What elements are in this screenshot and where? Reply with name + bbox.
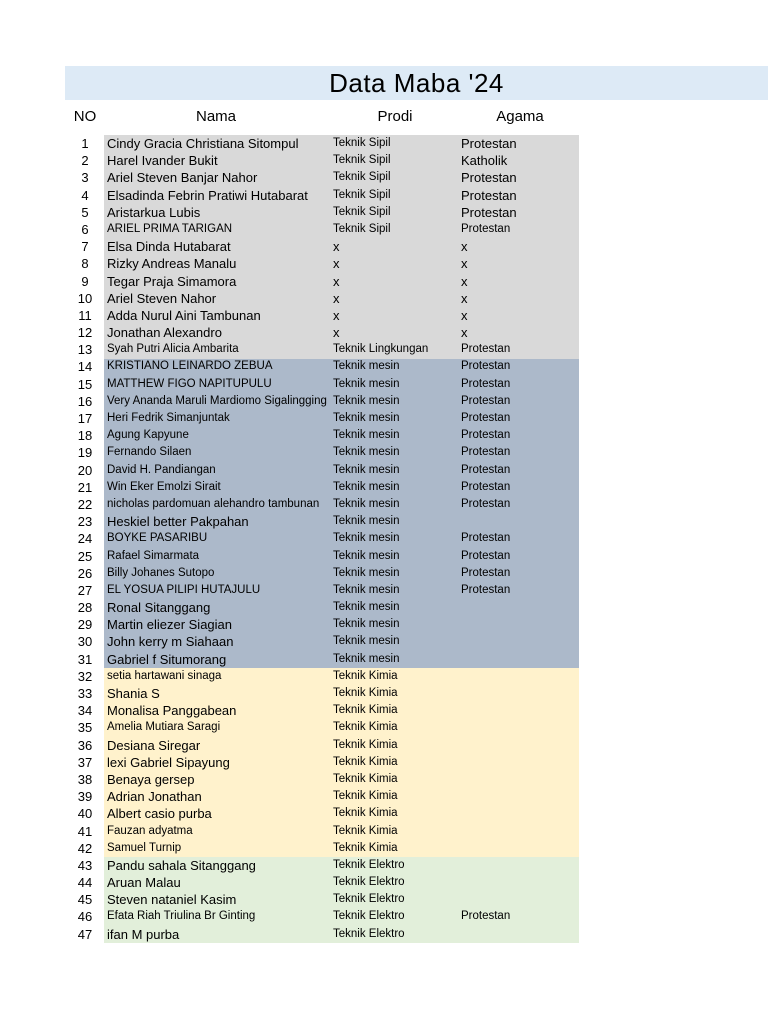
religion: Protestan [461,429,511,442]
row-number: 4 [81,187,89,203]
religion: Protestan [461,480,511,493]
study-program: Teknik Elektro [333,876,405,889]
table-row [0,685,768,702]
table-row [0,376,768,393]
student-name: Very Ananda Maruli Mardiomo Sigalingging [107,394,327,407]
header-no: NO [73,108,97,125]
row-number: 8 [81,256,89,272]
study-program: Teknik Elektro [333,893,405,906]
table-row [0,840,768,857]
religion: x [461,307,468,323]
student-name: Adda Nurul Aini Tambunan [107,307,261,323]
religion: Protestan [461,170,517,186]
table-row [0,479,768,496]
student-name: Harel Ivander Bukit [107,153,218,169]
table-row [0,152,768,169]
table-row [0,169,768,186]
study-program: Teknik Sipil [333,137,391,149]
table-row [0,393,768,410]
religion: Protestan [461,360,511,373]
table-row [0,548,768,565]
student-name: nicholas pardomuan alehandro tambunan [107,497,320,510]
header-agama: Agama [496,108,544,125]
study-program: Teknik mesin [333,360,400,373]
student-name: Benaya gersep [107,771,195,787]
row-number: 16 [77,393,93,409]
table-row [0,754,768,771]
religion: Protestan [461,446,511,459]
student-name: Steven nataniel Kasim [107,892,237,908]
student-name: Syah Putri Alicia Ambarita [107,343,239,356]
row-number: 22 [77,496,93,512]
table-row [0,565,768,582]
study-program: x [333,256,340,272]
religion: Protestan [461,412,511,424]
study-program: Teknik mesin [333,394,400,407]
row-number: 27 [77,582,93,598]
table-row [0,427,768,444]
table-row [0,410,768,427]
study-program: Teknik Kimia [333,772,398,785]
religion: x [461,290,468,306]
row-number: 20 [77,462,93,478]
study-program: Teknik Kimia [333,807,398,820]
row-number: 32 [77,668,93,684]
study-program: Teknik Elektro [333,927,405,940]
row-number: 18 [77,428,93,444]
row-number: 21 [77,479,93,495]
table-row [0,221,768,238]
student-name: Ariel Steven Banjar Nahor [107,170,258,186]
religion: Protestan [461,343,511,356]
table-row [0,737,768,754]
religion: Protestan [461,394,511,407]
study-program: Teknik Lingkungan [333,343,429,356]
study-program: Teknik mesin [333,635,400,648]
row-number: 28 [77,600,93,616]
student-name: Ariel Steven Nahor [107,290,217,306]
page-title: Data Maba '24 [65,66,768,100]
student-name: MATTHEW FIGO NAPITUPULU [107,377,272,390]
student-name: Efata Riah Triulina Br Ginting [107,910,256,923]
table-row [0,857,768,874]
student-name: Rafael Simarmata [107,549,200,562]
religion: x [461,273,468,289]
table-row [0,633,768,650]
study-program: Teknik Kimia [333,824,398,837]
religion: Protestan [461,136,517,151]
student-name: Cindy Gracia Christiana Sitompul [107,136,299,151]
student-name: Albert casio purba [107,806,212,822]
study-program: x [333,239,340,255]
religion: Protestan [461,204,517,220]
row-number: 33 [77,686,93,701]
student-name: Win Eker Emolzi Sirait [107,480,221,493]
row-number: 19 [77,445,93,461]
study-program: Teknik mesin [333,549,400,562]
study-program: Teknik Sipil [333,188,391,201]
study-program: Teknik Kimia [333,790,398,803]
study-program: x [333,273,340,289]
study-program: Teknik mesin [333,566,400,579]
student-name: Fauzan adyatma [107,824,193,837]
row-number: 11 [78,307,92,323]
study-program: Teknik Kimia [333,841,398,854]
student-name: Monalisa Panggabean [107,703,237,719]
study-program: Teknik mesin [333,652,400,665]
student-name: Billy Johanes Sutopo [107,566,215,579]
row-number: 46 [77,909,93,925]
row-number: 29 [77,617,93,633]
religion: Protestan [461,566,511,579]
student-name: Tegar Praja Simamora [107,273,237,289]
student-name: lexi Gabriel Sipayung [107,754,230,770]
student-name: Ronal Sitanggang [107,600,211,616]
religion: Protestan [461,222,511,235]
row-number: 47 [77,926,93,942]
header-prodi: Prodi [377,108,413,125]
table-row [0,255,768,272]
table-row [0,926,768,943]
row-number: 7 [81,239,89,255]
student-name: Gabriel f Situmorang [107,651,227,667]
student-name: ARIEL PRIMA TARIGAN [107,222,233,235]
row-number: 45 [77,892,93,908]
row-number: 25 [77,548,93,564]
study-program: Teknik mesin [333,583,400,596]
religion: Protestan [461,463,511,476]
row-number: 44 [77,875,93,891]
student-name: KRISTIANO LEINARDO ZEBUA [107,360,273,373]
row-number: 26 [77,565,93,581]
student-name: Heskiel better Pakpahan [107,514,249,530]
study-program: Teknik Sipil [333,222,391,235]
row-number: 9 [81,273,89,289]
table-row [0,187,768,204]
study-program: Teknik Kimia [333,687,398,699]
religion: Protestan [461,187,517,203]
row-number: 14 [77,359,93,375]
study-program: Teknik mesin [333,429,400,442]
row-number: 15 [77,376,93,392]
table-row [0,513,768,530]
row-number: 38 [77,771,93,787]
header-nama: Nama [195,108,236,125]
table-row [0,324,768,341]
religion: Protestan [461,583,511,596]
study-program: Teknik Elektro [333,858,405,871]
row-number: 12 [77,325,93,341]
row-number: 3 [81,170,89,186]
row-number: 13 [77,342,93,358]
study-program: Teknik mesin [333,515,400,528]
student-name: Elsa Dinda Hutabarat [107,239,231,255]
religion: Protestan [461,497,511,510]
table-row [0,496,768,513]
student-name: Desiana Siregar [107,737,201,753]
table-row [0,805,768,822]
student-name: Heri Fedrik Simanjuntak [107,412,230,424]
table-row [0,719,768,736]
religion: Protestan [461,532,511,545]
religion: x [461,256,468,272]
student-name: Shania S [107,686,160,701]
study-program: Teknik mesin [333,377,400,390]
table-row [0,702,768,719]
row-number: 30 [77,634,93,650]
table-row [0,599,768,616]
religion: x [461,325,468,341]
study-program: Teknik Sipil [333,154,391,167]
study-program: Teknik mesin [333,532,400,545]
religion: Protestan [461,377,511,390]
study-program: Teknik mesin [333,497,400,510]
data-table [0,135,768,943]
table-row [0,651,768,668]
study-program: Teknik mesin [333,446,400,459]
row-number: 23 [77,514,93,530]
row-number: 5 [81,204,89,220]
study-program: Teknik Kimia [333,755,398,768]
study-program: Teknik Sipil [333,205,391,218]
table-row [0,273,768,290]
student-name: Amelia Mutiara Saragi [107,721,221,734]
table-row [0,616,768,633]
row-number: 35 [77,720,93,736]
student-name: Fernando Silaen [107,446,192,459]
row-number: 10 [77,290,93,306]
table-row [0,358,768,375]
student-name: David H. Pandiangan [107,463,216,476]
student-name: setia hartawani sinaga [107,669,222,682]
study-program: Teknik mesin [333,412,400,424]
student-name: Rizky Andreas Manalu [107,256,237,272]
study-program: Teknik mesin [333,618,400,631]
study-program: x [333,290,340,306]
religion: Protestan [461,549,511,562]
religion: x [461,239,468,255]
student-name: Agung Kapyune [107,429,189,442]
row-number: 43 [77,857,93,873]
student-name: ifan M purba [107,926,180,942]
study-program: Teknik Elektro [333,910,405,923]
student-name: Martin eliezer Siagian [107,617,233,633]
row-number: 36 [77,737,93,753]
row-number: 34 [77,703,93,719]
row-number: 31 [77,651,93,667]
row-number: 6 [81,221,89,237]
study-program: Teknik Kimia [333,704,398,717]
row-number: 1 [81,136,89,151]
row-number: 39 [77,789,93,805]
table-row [0,874,768,891]
table-row [0,908,768,925]
student-name: Samuel Turnip [107,841,182,854]
row-number: 41 [77,823,93,839]
study-program: Teknik Kimia [333,721,398,734]
row-number: 24 [77,531,93,547]
table-row [0,530,768,547]
table-row [0,668,768,685]
student-name: Aruan Malau [107,875,181,891]
table-row [0,891,768,908]
study-program: Teknik mesin [333,480,400,493]
study-program: Teknik mesin [333,601,400,614]
student-name: EL YOSUA PILIPI HUTAJULU [107,583,261,596]
religion: Katholik [461,153,508,169]
table-row [0,788,768,805]
table-row [0,823,768,840]
study-program: x [333,307,340,323]
table-row [0,135,768,152]
study-program: Teknik Sipil [333,171,391,184]
student-name: Adrian Jonathan [107,789,202,805]
table-row [0,771,768,788]
student-name: Elsadinda Febrin Pratiwi Hutabarat [107,187,308,203]
table-row [0,341,768,358]
student-name: John kerry m Siahaan [107,634,234,650]
table-row [0,444,768,461]
study-program: Teknik Kimia [333,738,398,751]
table-row [0,290,768,307]
table-row [0,462,768,479]
table-row [0,238,768,255]
student-name: Jonathan Alexandro [107,325,222,341]
table-row [0,204,768,221]
row-number: 42 [77,840,93,856]
religion: Protestan [461,910,511,923]
table-row [0,582,768,599]
student-name: Aristarkua Lubis [107,204,201,220]
table-row [0,307,768,324]
row-number: 37 [77,754,93,770]
student-name: Pandu sahala Sitanggang [107,857,256,873]
study-program: Teknik Kimia [333,669,398,682]
row-number: 17 [77,411,93,426]
row-number: 2 [81,153,89,169]
study-program: Teknik mesin [333,463,400,476]
row-number: 40 [77,806,93,822]
student-name: BOYKE PASARIBU [107,532,208,545]
study-program: x [333,325,340,341]
